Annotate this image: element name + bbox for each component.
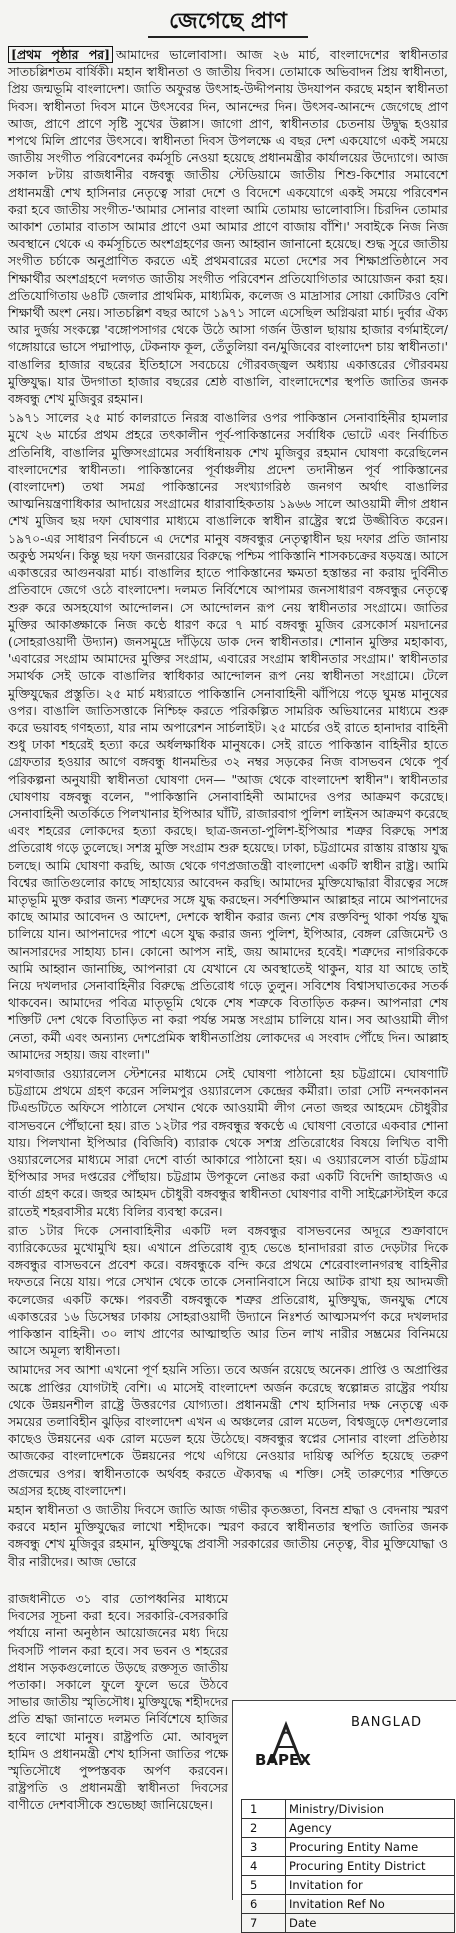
article-bottom-column: রাজধানীতে ৩১ বার তোপধ্বনির মাধ্যমে দিবসের সূচনা করা হবে। সরকারি-বেসরকারি পর্যায়ে নানা অনুষ্ঠান আয়োজনের মধ্য দিয়ে দিবসটি পালন করা হবে। সব ভবন ও শহরের প্রধান সড়কগুলোতে উড়ছে রক্তসূত জাতীয় পতাকা। সকালে ফুলে ফুলে ভরে উঠবে সাভার জাতীয় স্মৃতিসৌধ। মুক্তিযুদ্ধে শহীদদের প্রতি শ্রদ্ধা জানাতে দলমত নির্বিশেষে হাজির হবে লাখো মানুষ। রাষ্ট্রপতি মো. আবদুল হামিদ ও প্রধানমন্ত্রী শেখ হাসিনা জাতির পক্ষে স্মৃতিসৌধে পুষ্পস্তবক অর্পণ করবেন। রাষ্ট্রপতি ও প্রধানমন্ত্রী স্বাধীনতা দিবসের বাণীতে দেশবাসীকে শুভেচ্ছা জানিয়েছেন। (8, 1591, 229, 1813)
row-label: Invitation Ref No (286, 1895, 455, 1914)
article-paragraph: রাত ১টার দিকে সেনাবাহিনীর একটি দল বঙ্গবন্ধুর বাসভবনের অদূরে শুক্রাবাদে ব্যারিকেডের মুখোমুখি হয়। এখানে প্রতিরোধ ব্যূহ ভেঙে হানাদাররা রাত দেড়টার দিকে বঙ্গবন্ধুর বাসভবনে প্রবেশ করে। বঙ্গবন্ধুকে বন্দি করে প্রথমে শেরেবাংলানগরস্থ বাহিনীর দফতরে নিয়ে যায়। পরে সেখান থেকে তাকে সেনানিবাসে নিয়ে আটক রাখা হয় আদমজী কলেজের একটি কক্ষে। পরবর্তী বঙ্গবন্ধুকে শত্রুর প্রতিরোধ, মুক্তিযুদ্ধ, জনযুদ্ধ শেষে একাত্তরের ১৬ ডিসেম্বর ঢাকায় সোহরাওয়ার্দী উদ্যানে নিঃশর্ত আত্মসমর্পণ করে দখলদার পাকিস্তান বাহিনী। ৩০ লাখ প্রাণের আত্মাহুতি আর তিন লাখ নারীর সম্ভ্রমের বিনিময়ে আসে অমূল্য স্বাধীনতা। (8, 1222, 448, 1359)
lead-tag: [প্রথম পৃষ্ঠার পর] (8, 46, 113, 63)
table-row (242, 1876, 455, 1895)
row-label: Procuring Entity Name (286, 1838, 455, 1857)
article-paragraph: [প্রথম পৃষ্ঠার পর] আমাদের ভালোবাসা। আজ ২৬ মার্চ, বাংলাদেশের স্বাধীনতার সাতচল্লিশতম বার্ষিকী। মহান স্বাধীনতা ও জাতীয় দিবস। তোমাকে অভিবাদন প্রিয় স্বাধীনতা, প্রিয় জন্মভূমি বাংলাদেশ। জাতি অফুরন্ত উৎসাহ-উদ্দীপনায় উদযাপন করছে মহান স্বাধীনতা দিবস। স্বাধীনতা দিবস মানে উৎসবের দিন, আনন্দের দিন। উৎসব-আনন্দে জেগেছে প্রাণ আজ, প্রাণে প্রাণে সৃষ্টি সুখের উল্লাস। জাগো প্রাণ, স্বাধীনতার চেতনায় উদ্বুদ্ধ হওয়ার শপথে মিলি প্রাণের উৎসবে। স্বাধীনতা দিবস উপলক্ষে এ বছর দেশ একযোগে একই সময়ে জাতীয় সংগীত পরিবেশনের কর্মসূচি নেওয়া হয়েছে প্রধানমন্ত্রীর কার্যালয়ের উদ্যোগে। আজ সকাল ৮টায় রাজধানীর বঙ্গবন্ধু জাতীয় স্টেডিয়ামে জাতীয় শিশু-কিশোর সমাবেশে প্রধানমন্ত্রী শেখ হাসিনার নেতৃত্বে সারা দেশে ও বিদেশে একযোগে একই সময়ে পরিবেশন করা হবে জাতীয় সংগীত-'আমার সোনার বাংলা আমি তোমায় ভালোবাসি। চিরদিন তোমার আকাশ তোমার বাতাস আমার প্রাণে ওমা আমার প্রাণে বাজায় বাঁশি।' সবাইকে নিজ নিজ অবস্থানে থেকে এ কর্মসূচিতে অংশগ্রহণের জন্য আহ্বান জানানো হয়েছে। শুদ্ধ সুরে জাতীয় সংগীত চর্চাকে অনুপ্রাণিত করতে এই প্রথমবারের মতো দেশের সব শিক্ষাপ্রতিষ্ঠানে সব শিক্ষার্থীর অংশগ্রহণে দলগত জাতীয় সংগীত পরিবেশন প্রতিযোগিতার আয়োজন করা হয়। প্রতিযোগিতায় ৬৪টি জেলার প্রাথমিক, মাধ্যমিক, কলেজ ও মাদ্রাসার সোয়া কোটিরও বেশি শিক্ষার্থী অংশ নেয়। সাতচল্লিশ বছর আগে ১৯৭১ সালে এসেছিল অগ্নিঝরা মার্চ। দুর্বার ঐক্য আর দুর্জয় সংকল্পে 'বঙ্গোপসাগর থেকে উঠে আসা গর্জন উত্তাল ছায়ায় হাজার বর্গমাইলে/গঙ্গোয়ারে ভাসে পদ্মাপাড়, টেকনাফ কূল, তেঁতুলিয়া বন/মুজিবের বাংলাদেশ চায় স্বাধীনতা।' বাঙালির হাজার বছরের ইতিহাসে সবচেয়ে গৌরবজ্জ্বল অধ্যায় একাত্তরের গৌরবময় মুক্তিযুদ্ধ। যার উদগাতা হাজার বছরের শ্রেষ্ঠ বাঙালি, বাংলাদেশের স্থপতি জাতির জনক বঙ্গবন্ধু শেখ মুজিবুর রহমান। (8, 47, 448, 407)
table-row (242, 1800, 455, 1819)
row-number: 1 (242, 1800, 286, 1819)
row-label: Ministry/Division (286, 1800, 455, 1819)
row-label: Agency (286, 1819, 455, 1838)
row-number: 7 (242, 1914, 286, 1933)
row-label: Invitation for (286, 1876, 455, 1895)
row-number: 5 (242, 1876, 286, 1895)
article-paragraph: ১৯৭১ সালের ২৫ মার্চ কালরাতে নিরস্ত্র বাঙালির ওপর পাকিস্তান সেনাবাহিনীর হামলার মুখে ২৬ মার্চের প্রথম প্রহরে তৎকালীন পূর্ব-পাকিস্তানের সর্বাধিক ভোটে এবং নির্বাচিত প্রতিনিধি, বাঙালির মুক্তিসংগ্রামের সর্বাধিনায়ক শেখ মুজিবুর রহমান ঘোষণা করেছিলেন বাংলাদেশের স্বাধীনতা। পাকিস্তানের পূর্বাঞ্চলীয় প্রদেশ তদানীন্তন পূর্ব পাকিস্তানের (বাংলাদেশ) তথা সমগ্র পাকিস্তানের সংখ্যাগরিষ্ঠ জনগণ অর্থাৎ বাঙালির আত্মনিয়ন্ত্রণাধিকার আদায়ের সংগ্রামের ধারাবাহিকতায় ১৯৬৬ সালে আওয়ামী লীগ প্রধান শেখ মুজিব ছয় দফা ঘোষণার মাধ্যমে বাঙালিকে স্বাধীন রাষ্ট্রের স্বপ্নে উজ্জীবিত করেন। ১৯৭০-এর সাধারণ নির্বাচনে এ দেশের মানুষ বঙ্গবন্ধুর নেতৃত্বাধীন ছয় দফার প্রতি জানায় অকুণ্ঠ সমর্থন। কিন্তু ছয় দফা জনরায়ের বিরুদ্ধে পশ্চিম পাকিস্তানি শাসকচক্রের ষড়যন্ত্র। আসে একাত্তরের আগুনঝরা মার্চ। বাঙালির হাতে পাকিস্তানের ক্ষমতা হস্তান্তর না করায় দুর্বিনীত প্রতিবাদে জেগে ওঠে বাংলাদেশ। দলমত নির্বিশেষে আপামর জনসাধারণ বঙ্গবন্ধুর নেতৃত্বে শুরু করে অসহযোগ আন্দোলন। সে আন্দোলন রূপ নেয় স্বাধীনতার সংগ্রামে। জাতির মুক্তির আকাঙ্ক্ষাকে নিজ কণ্ঠে ধারণ করে ৭ মার্চ বঙ্গবন্ধু মুজিব রেসকোর্স ময়দানের (সোহরাওয়ার্দী উদ্যান) জনসমুদ্রে দাঁড়িয়ে ডাক দেন স্বাধীনতার। শোনান মুক্তির মহাকাব্য, 'এবারের সংগ্রাম আমাদের মুক্তির সংগ্রাম, এবারের সংগ্রাম স্বাধীনতার সংগ্রাম।' স্বাধীনতার সমার্থক সেই ডাকে বাঙালির স্বাধিকার আন্দোলন রূপ নেয় স্বাধীনতা সংগ্রামে। টেলে মুক্তিযুদ্ধের প্রস্তুতি। ২৫ মার্চ মধ্যরাতে পাকিস্তানি সেনাবাহিনী ঝাঁপিয়ে পড়ে ঘুমন্ত মানুষের ওপর। বাঙালি জাতিসত্তাকে নিশ্চিহ্ন করতে পরিকল্পিত সামরিক অভিযানের মাধ্যমে শুরু করে ভয়াবহ গণহত্যা, যার নাম অপারেশন সার্চলাইট। ২৫ মার্চের ওই রাতে হানাদার বাহিনী শুধু ঢাকা শহরেই হত্যা করে অর্ধলক্ষাধিক মানুষকে। সেই রাতে পাকিস্তান বাহিনীর হাতে গ্রেফতার হওয়ার আগে বঙ্গবন্ধু ধানমন্ডির ৩২ নম্বর সড়কের নিজ বাসভবন থেকে পূর্ব পরিকল্পনা অনুযায়ী স্বাধীনতা ঘোষণা দেন— "আজ থেকে বাংলাদেশ স্বাধীন"। স্বাধীনতার ঘোষণায় বঙ্গবন্ধু বলেন, "পাকিস্তানি সেনাবাহিনী আমাদের ওপর আক্রমণ করেছে। সেনাবাহিনী অতর্কিতে পিলখানার ইপিআর ঘাঁটি, রাজারবাগ পুলিশ লাইনস আক্রমণ করেছে এবং শহরের লোকদের হত্যা করছে। ছাত্র-জনতা-পুলিশ-ইপিআর শত্রুর বিরুদ্ধে সশস্ত্র প্রতিরোধ গড়ে তুলেছে। সশস্ত্র মুক্তি সংগ্রাম শুরু হয়েছে। ঢাকা, চট্টগ্রামের রাস্তায় রাস্তায় যুদ্ধ চলছে। আমি ঘোষণা করছি, আজ থেকে গণপ্রজাতন্ত্রী বাংলাদেশ একটি স্বাধীন রাষ্ট্র। আমি বিশ্বের জাতিগুলোর কাছে সাহায্যের আবেদন করছি। আমাদের মুক্তিযোদ্ধারা বীরত্বের সঙ্গে মাতৃভূমি মুক্ত করার জন্য শত্রুদের সঙ্গে যুদ্ধ করছেন। সর্বশক্তিমান আল্লাহর নামে আপনাদের কাছে আমার আবেদন ও আদেশ, দেশকে স্বাধীন করার জন্য শেষ রক্তবিন্দু থাকা পর্যন্ত যুদ্ধ চালিয়ে যান। আপনাদের পাশে এসে যুদ্ধ করার জন্য পুলিশ, ইপিআর, বেঙ্গল রেজিমেন্ট ও আনসারদের সাহায্য চান। কোনো আপস নাই, জয় আমাদের হবেই। শত্রুদের নাগরিককে আমি আহ্বান জানাচ্ছি, আপনারা যে যেখানে যে অবস্থাতেই থাকুন, যার যা আছে তাই নিয়ে দখলদার সেনাবাহিনীর বিরুদ্ধে প্রতিরোধ গড়ে তুলুন। সবিশেষ বিশ্বাসঘাতকের সতর্ক থাকবেন। আমাদের পবিত্র মাতৃভূমি থেকে শেষ শত্রুকে বিতাড়িত করুন। আপনারা শেষ শক্তিটি দেশ থেকে বিতাড়িত না করা পর্যন্ত সমস্ত সংগ্রাম চালিয়ে যান। সব আওয়ামী লীগ নেতা, কর্মী এবং অন্যান্য দেশপ্রেমিক স্বাধীনতাপ্রিয় লোকদের এ সংবাদ পৌঁছে দিন। আল্লাহ আমাদের সহায়। জয় বাংলা।" (8, 410, 448, 1062)
article-paragraph: আমাদের সব আশা এখনো পূর্ণ হয়নি সত্যি। তবে অর্জন রয়েছে অনেক। প্রাপ্তি ও অপ্রাপ্তির অঙ্কে প্রাপ্তির যোগটাই বেশি। এ মাসেই বাংলাদেশ অর্জন করেছে স্বল্পোন্নত রাষ্ট্রের পর্যায় থেকে উন্নয়নশীল রাষ্ট্রে উত্তরণের যোগ্যতা। প্রধানমন্ত্রী শেখ হাসিনার দক্ষ নেতৃত্বে এক সময়ের তলাবিহীন ঝুড়ির বাংলাদেশ এখন এ অঞ্চলের রোল মডেল, বিশ্বজুড়ে দেশগুলোর কাছেও উন্নয়নের এক রোল মডেল হয়ে উঠেছে। বঙ্গবন্ধুর স্বপ্নের সোনার বাংলা প্রতিষ্ঠায় আজকের বাংলাদেশকে উন্নয়নের পথে এগিয়ে নেওয়ার দায়িত্ব অর্পিত হয়েছে তরুণ প্রজন্মের ওপর। স্বাধীনতাকে অর্থবহ করতে ঐক্যবদ্ধ এ শক্তি। সেই তারুণ্যের শক্তিতে অগ্রসর হচ্ছে বাংলাদেশ। (8, 1362, 448, 1498)
row-number: 6 (242, 1895, 286, 1914)
row-number: 2 (242, 1819, 286, 1838)
row-label: Procuring Entity District (286, 1857, 455, 1876)
row-number: 4 (242, 1857, 286, 1876)
logo-label: BAPEX (255, 1751, 311, 1769)
table-row (242, 1819, 455, 1838)
organization-name: BANGLAD (351, 1715, 423, 1730)
row-number: 3 (242, 1838, 286, 1857)
table-row (242, 1857, 455, 1876)
article-body (8, 46, 448, 1572)
tender-advertisement (232, 1700, 456, 1930)
row-label: Date (286, 1914, 455, 1933)
tender-info-table (241, 1799, 455, 1933)
table-row (242, 1838, 455, 1857)
article-paragraph: মগবাজার ওয়্যারলেস স্টেশনের মাধ্যমে সেই ঘোষণা পাঠানো হয় চট্টগ্রামে। ঘোষণাটি চট্টগ্রামে প্রথমে গ্রহণ করেন সলিমপুর ওয়্যারলেস কেন্দ্রের কর্মীরা। তারা সেটি নন্দনকানন টিএন্ডটিতে অফিসে পাঠালে সেখান থেকে আওয়ামী লীগ নেতা জহুর আহমেদ চৌধুরীর বাসভবনে পৌঁছানো হয়। রাত ১২টার পর বঙ্গবন্ধুর স্বকণ্ঠে এ ঘোষণা বেতারে একবার শোনা যায়। পিলখানা ইপিআর (বিজিবি) ব্যারাক থেকে সশস্ত্র প্রতিরোধের বিষয়ে লিখিত বাণী ওয়্যারলেসের মাধ্যমে সারা দেশে বার্তা আকারে পাঠানো হয়। এ ওয়্যারলেস বার্তা চট্টগ্রাম ইপিআর সদর দপ্তরের পৌঁছায়। চট্টগ্রাম উপকূলে নোঙর করা একটি বিদেশি জাহাজও এ বার্তা গ্রহণ করে। জহুর আহমদ চৌধুরী বঙ্গবন্ধুর স্বাধীনতা ঘোষণার বাণী সাইক্লোস্টাইল করে রাতেই শহরবাসীর মধ্যে বিলির ব্যবস্থা করেন। (8, 1065, 448, 1219)
title-underline (148, 36, 308, 38)
table-row (242, 1914, 455, 1933)
table-row (242, 1895, 455, 1914)
article-title: জেগেছে প্রাণ (169, 8, 287, 34)
article-paragraph: মহান স্বাধীনতা ও জাতীয় দিবসে জাতি আজ গভীর কৃতজ্ঞতা, বিনম্র শ্রদ্ধা ও বেদনায় স্মরণ করবে মহান মুক্তিযুদ্ধের লাখো শহীদকে। স্মরণ করবে স্বাধীনতার স্থপতি জাতির জনক বঙ্গবন্ধু শেখ মুজিবুর রহমান, মুক্তিযুদ্ধে প্রবাসী সরকারের জাতীয় নেতৃত্ব, বীর মুক্তিযোদ্ধা ও বীর নারীদের। আজ ভোরে (8, 1502, 448, 1569)
